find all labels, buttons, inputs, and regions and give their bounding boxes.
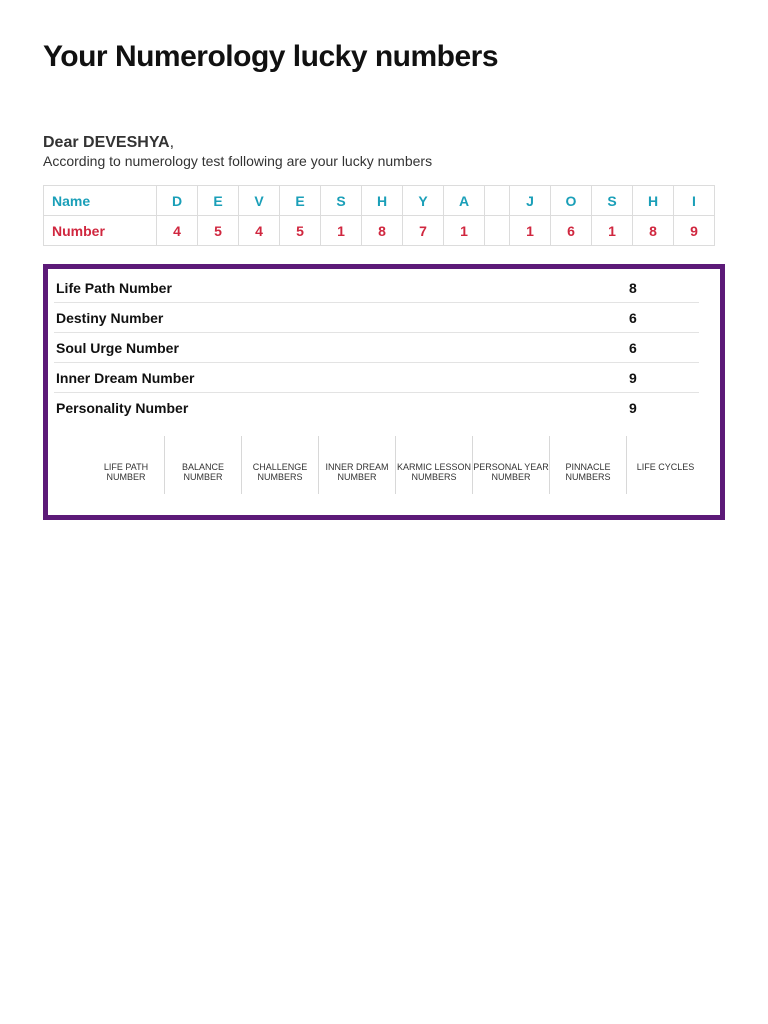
number-row-label: Number xyxy=(44,216,157,246)
table-row xyxy=(54,273,699,303)
core-numbers-panel xyxy=(43,264,725,520)
tab-karmic-lesson-numbers[interactable]: KARMIC LESSON NUMBERS xyxy=(396,436,473,494)
number-cell: 1 xyxy=(321,216,362,246)
letter-cell: S xyxy=(321,186,362,216)
letter-cell: J xyxy=(510,186,551,216)
number-cell-space xyxy=(485,216,510,246)
greeting-intro: According to numerology test following are your lucky numbers xyxy=(43,153,433,169)
number-cell: 6 xyxy=(551,216,592,246)
letter-cell: E xyxy=(280,186,321,216)
letter-cell: S xyxy=(592,186,633,216)
letter-cell: H xyxy=(633,186,674,216)
table-row xyxy=(54,393,699,423)
core-numbers-table xyxy=(54,273,699,422)
name-number-table xyxy=(43,185,715,246)
letter-cell: O xyxy=(551,186,592,216)
inner-dream-value: 9 xyxy=(629,363,699,393)
letter-cell-space xyxy=(485,186,510,216)
table-row xyxy=(54,333,699,363)
tab-inner-dream-number[interactable]: INNER DREAM NUMBER xyxy=(319,436,396,494)
letter-cell: H xyxy=(362,186,403,216)
table-row xyxy=(54,363,699,393)
tab-personal-year-number[interactable]: PERSONAL YEAR NUMBER xyxy=(473,436,550,494)
life-path-value: 8 xyxy=(629,273,699,303)
tab-life-cycles[interactable]: LIFE CYCLES xyxy=(636,462,695,472)
destiny-value: 6 xyxy=(629,303,699,333)
number-cell: 1 xyxy=(444,216,485,246)
number-cell: 1 xyxy=(510,216,551,246)
tab-life-path-number[interactable]: LIFE PATH NUMBER xyxy=(88,436,165,494)
personality-label: Personality Number xyxy=(56,399,189,416)
name-row xyxy=(44,186,715,216)
numerology-tabs xyxy=(88,436,704,494)
number-cell: 1 xyxy=(592,216,633,246)
destiny-label: Destiny Number xyxy=(54,303,629,333)
tab-challenge-numbers[interactable]: CHALLENGE NUMBERS xyxy=(242,436,319,494)
letter-cell: E xyxy=(198,186,239,216)
soul-urge-value: 6 xyxy=(629,333,699,363)
letter-cell: A xyxy=(444,186,485,216)
life-path-label: Life Path Number xyxy=(54,273,629,303)
tab-pinnacle-numbers[interactable]: PINNACLE NUMBERS xyxy=(550,436,627,494)
letter-cell: D xyxy=(157,186,198,216)
number-cell: 7 xyxy=(403,216,444,246)
letter-cell: I xyxy=(674,186,715,216)
number-row xyxy=(44,216,715,246)
tab-balance-number[interactable]: BALANCE NUMBER xyxy=(165,436,242,494)
number-cell: 9 xyxy=(674,216,715,246)
number-cell: 4 xyxy=(157,216,198,246)
greeting xyxy=(43,134,432,169)
number-cell: 8 xyxy=(362,216,403,246)
page-title: Your Numerology lucky numbers xyxy=(43,40,499,73)
table-row xyxy=(54,303,699,333)
letter-cell: V xyxy=(239,186,280,216)
greeting-comma: , xyxy=(169,134,175,151)
number-cell: 5 xyxy=(198,216,239,246)
letter-cell: Y xyxy=(403,186,444,216)
personality-value: 9 xyxy=(629,399,637,416)
name-row-label: Name xyxy=(44,186,157,216)
number-cell: 4 xyxy=(239,216,280,246)
number-cell: 5 xyxy=(280,216,321,246)
inner-dream-label: Inner Dream Number xyxy=(54,363,629,393)
number-cell: 8 xyxy=(633,216,674,246)
soul-urge-label: Soul Urge Number xyxy=(54,333,629,363)
greeting-name: Dear DEVESHYA xyxy=(43,134,170,151)
